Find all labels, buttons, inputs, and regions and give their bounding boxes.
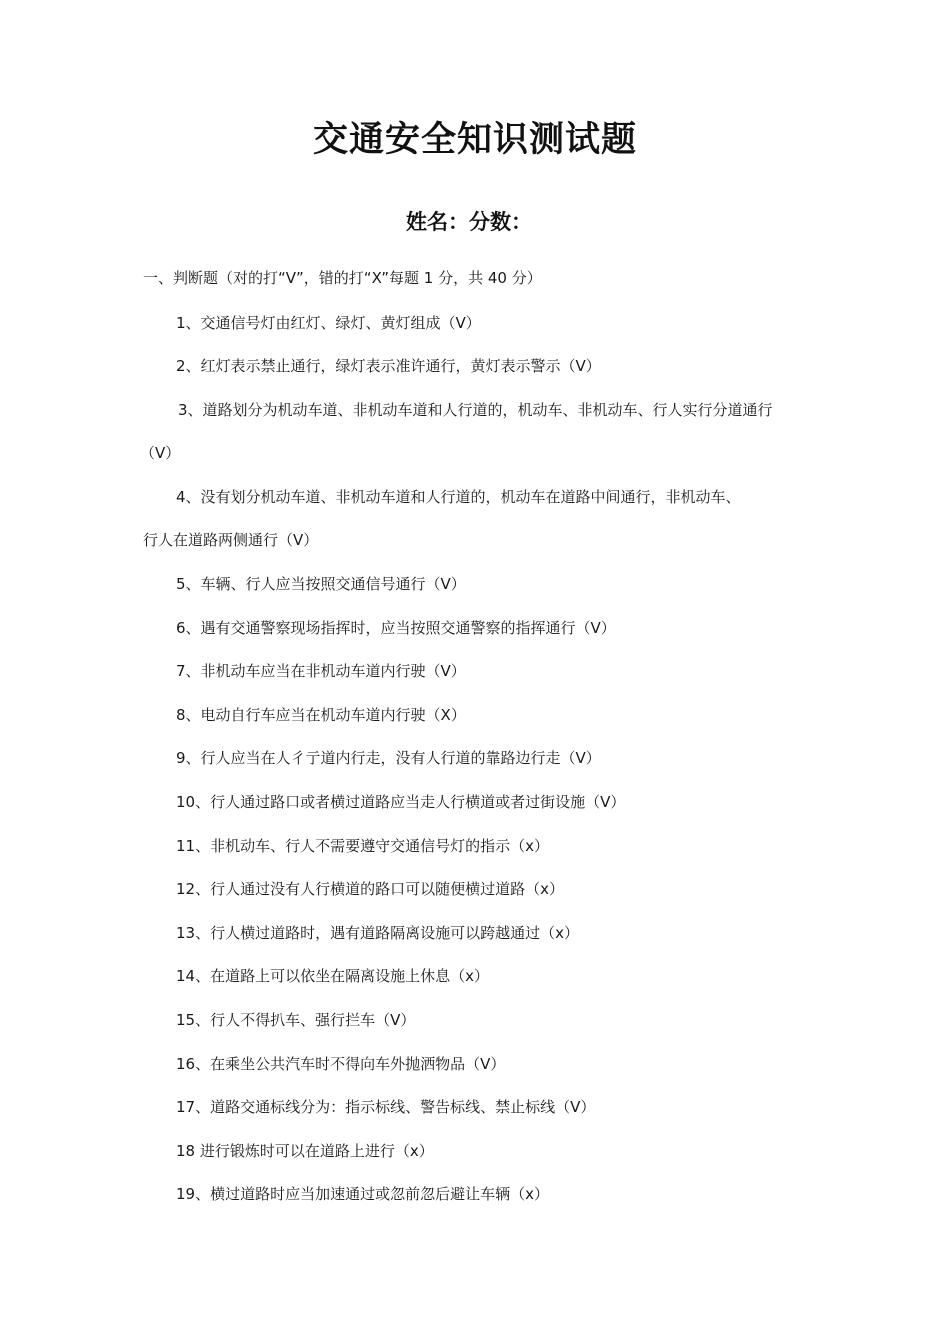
question-4-continuation: 行人在道路两侧通行（V） xyxy=(143,531,319,549)
question-12: 12、行人通过没有人行横道的路口可以随便横过道路（x） xyxy=(176,880,564,898)
question-14: 14、在道路上可以依坐在隔离设施上休息（x） xyxy=(176,967,489,985)
question-1: 1、交通信号灯由红灯、绿灯、黄灯组成（V） xyxy=(176,314,481,332)
question-18: 18 进行锻炼时可以在道路上进行（x） xyxy=(176,1142,434,1160)
page-title: 交通安全知识测试题 xyxy=(312,120,637,160)
question-6: 6、遇有交通警察现场指挥时，应当按照交通警察的指挥通行（V） xyxy=(176,619,616,637)
question-3: 3、道路划分为机动车道、非机动车道和人行道的，机动车、非机动车、行人实行分道通行 xyxy=(178,401,773,419)
question-2: 2、红灯表示禁止通行，绿灯表示准许通行，黄灯表示警示（V） xyxy=(176,357,601,375)
question-9: 9、行人应当在人彳亍道内行走，没有人行道的靠路边行走（V） xyxy=(176,749,601,767)
question-17: 17、道路交通标线分为：指示标线、警告标线、禁止标线（V） xyxy=(176,1098,596,1116)
question-3-continuation: （V） xyxy=(140,444,181,462)
question-16: 16、在乘坐公共汽车时不得向车外抛洒物品（V） xyxy=(176,1055,506,1073)
question-5: 5、车辆、行人应当按照交通信号通行（V） xyxy=(176,575,466,593)
question-13: 13、行人横过道路时，遇有道路隔离设施可以跨越通过（x） xyxy=(176,924,579,942)
question-19: 19、横过道路时应当加速通过或忽前忽后避让车辆（x） xyxy=(176,1185,549,1203)
question-4: 4、没有划分机动车道、非机动车道和人行道的，机动车在道路中间通行，非机动车、 xyxy=(176,488,741,506)
question-7: 7、非机动车应当在非机动车道内行驶（V） xyxy=(176,662,466,680)
question-8: 8、电动自行车应当在机动车道内行驶（X） xyxy=(176,706,466,724)
question-11: 11、非机动车、行人不需要遵守交通信号灯的指示（x） xyxy=(176,837,549,855)
question-10: 10、行人通过路口或者横过道路应当走人行横道或者过街设施（V） xyxy=(176,793,626,811)
question-15: 15、行人不得扒车、强行拦车（V） xyxy=(176,1011,416,1029)
name-score-line: 姓名：分数： xyxy=(406,210,532,234)
section-heading: 一、判断题（对的打“V”，错的打“X”每题 1 分，共 40 分） xyxy=(143,269,542,287)
